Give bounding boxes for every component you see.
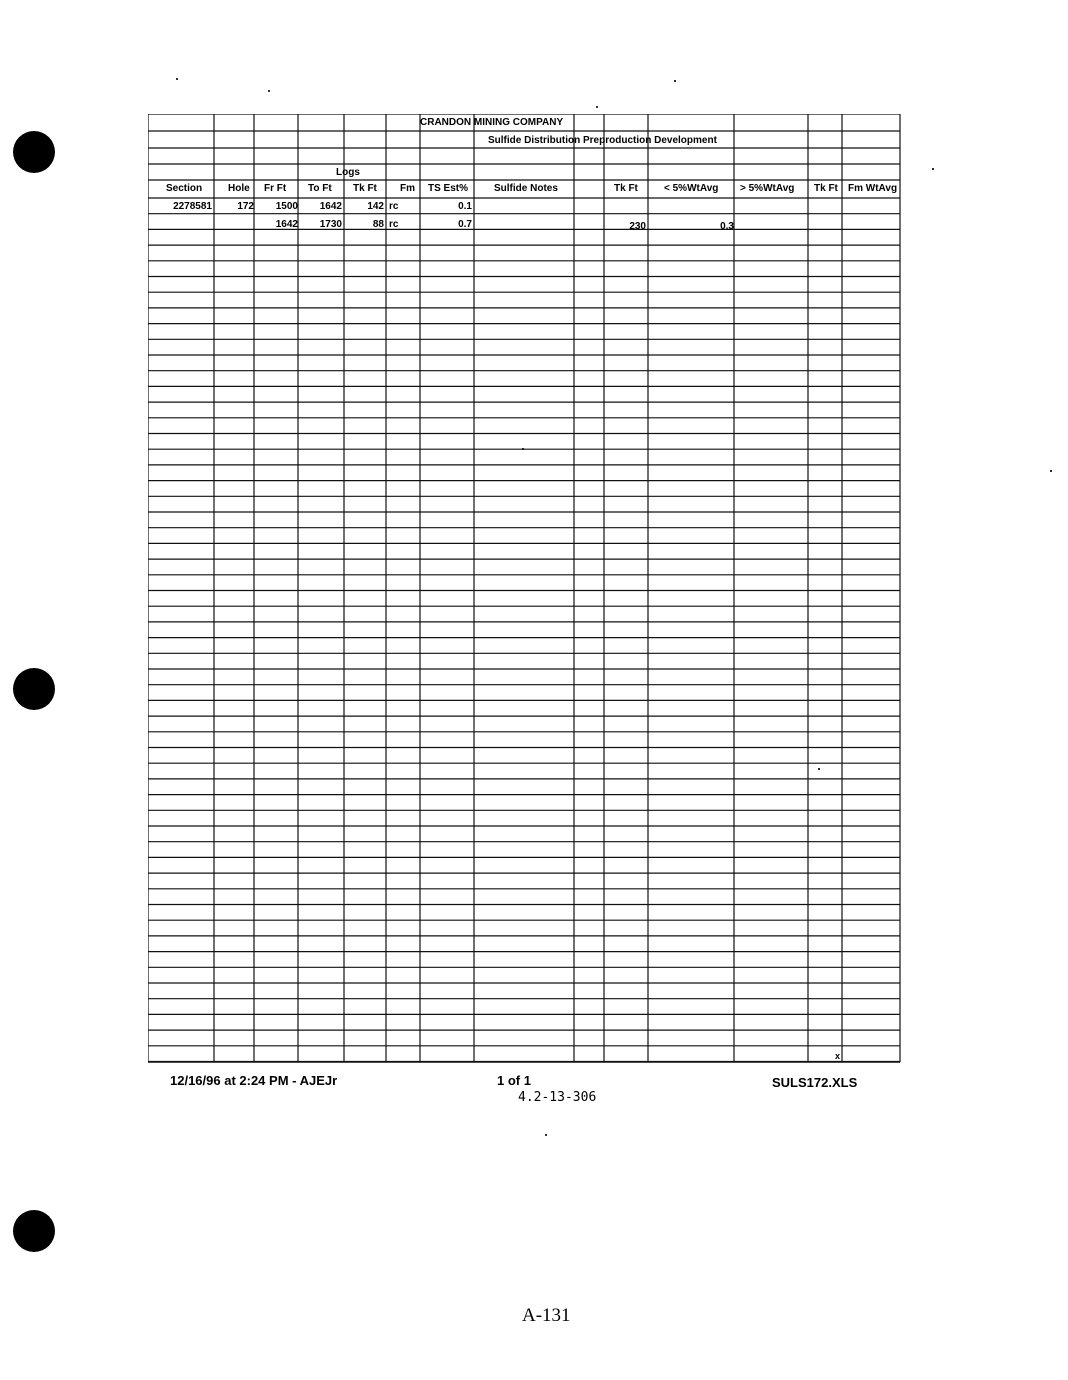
row1-to-ft: 1642: [319, 201, 342, 212]
row2-lt5-wtavg: 0.3: [720, 221, 734, 232]
page-number: A-131: [522, 1305, 571, 1326]
binder-hole-bottom: [13, 1210, 55, 1252]
header-to-ft: To Ft: [308, 183, 332, 194]
header-fm: Fm: [400, 183, 415, 194]
last-row-mark: x: [835, 1051, 841, 1061]
scan-speck: [674, 80, 676, 82]
binder-hole-middle: [13, 668, 55, 710]
header-gt5-wtavg: > 5%WtAvg: [740, 183, 795, 194]
header-tk-ft: Tk Ft: [353, 183, 377, 194]
scan-speck: [932, 168, 934, 170]
row2-ts-est: 0.7: [458, 219, 472, 230]
scan-speck: [596, 106, 598, 108]
header-tk-ft-3: Tk Ft: [814, 183, 838, 194]
header-ts-est: TS Est%: [428, 183, 469, 194]
logs-group-header: Logs: [336, 167, 360, 178]
footer-timestamp: 12/16/96 at 2:24 PM - AJEJr: [170, 1073, 338, 1088]
header-fr-ft: Fr Ft: [264, 183, 287, 194]
spreadsheet-sheet: [148, 114, 902, 1064]
binder-hole-top: [13, 131, 55, 173]
footer-filename: SULS172.XLS: [772, 1075, 858, 1090]
row2-fm: rc: [389, 219, 399, 230]
row1-tk-ft: 142: [367, 201, 384, 212]
scan-speck: [176, 78, 178, 80]
header-fm-wtavg: Fm WtAvg: [848, 183, 898, 194]
company-title: CRANDON MINING COMPANY: [420, 117, 564, 128]
row1-hole: 172: [237, 201, 254, 212]
footer-document-code: 4.2-13-306: [518, 1090, 597, 1105]
row2-fr-ft: 1642: [275, 219, 298, 230]
row1-fm: rc: [389, 201, 399, 212]
row1-ts-est: 0.1: [458, 201, 472, 212]
scan-speck: [1050, 470, 1052, 472]
sheet-subtitle: Sulfide Distribution Preproduction Development: [488, 135, 717, 146]
row1-fr-ft: 1500: [275, 201, 298, 212]
spreadsheet-grid: [148, 114, 902, 1064]
scan-speck: [545, 1134, 547, 1136]
header-lt5-wtavg: < 5%WtAvg: [664, 183, 719, 194]
header-section: Section: [166, 183, 203, 194]
row2-to-ft: 1730: [319, 219, 342, 230]
row1-section: 2278581: [173, 201, 212, 212]
header-hole: Hole: [228, 183, 250, 194]
row2-tk-ft-2: 230: [629, 221, 646, 232]
scan-speck: [268, 90, 270, 92]
header-sulfide-notes: Sulfide Notes: [494, 183, 558, 194]
footer-page-count: 1 of 1: [497, 1073, 531, 1088]
header-tk-ft-2: Tk Ft: [614, 183, 638, 194]
row2-tk-ft: 88: [372, 219, 384, 230]
